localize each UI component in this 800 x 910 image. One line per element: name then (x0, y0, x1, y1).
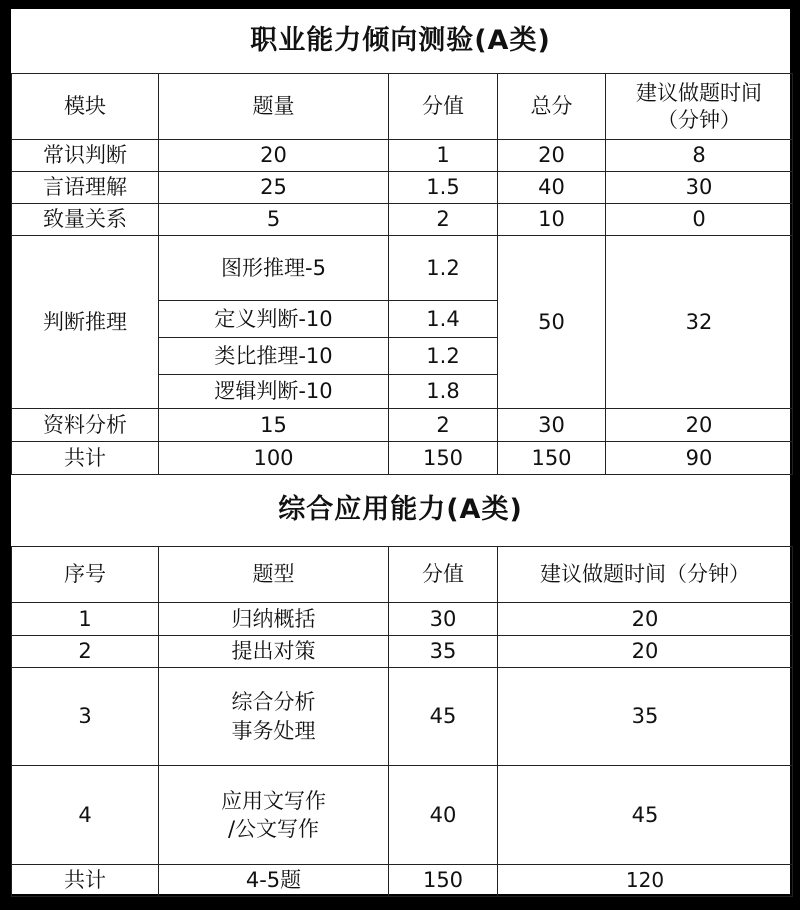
total-cell: 50 (498, 236, 606, 409)
header-time: 建议做题时间（分钟） (498, 547, 793, 603)
table-row (12, 172, 793, 204)
no-cell: 1 (12, 603, 159, 636)
score-cell: 1.4 (389, 301, 498, 338)
table1-title: 职业能力倾向测验(A类) (250, 25, 551, 56)
score-cell: 1.2 (389, 338, 498, 375)
score-cell: 2 (389, 204, 498, 236)
aptitude-test-table (11, 73, 793, 475)
module-cell: 资料分析 (12, 409, 159, 442)
time-cell: 8 (606, 140, 793, 172)
table-row (12, 865, 793, 897)
score-cell: 1.5 (389, 172, 498, 204)
total-cell: 30 (498, 409, 606, 442)
score-cell: 1 (389, 140, 498, 172)
header-time-line1: 建议做题时间 (636, 81, 762, 106)
count-cell: 20 (159, 140, 389, 172)
total-cell: 40 (498, 172, 606, 204)
time-cell: 35 (498, 668, 793, 766)
type-cell: 归纳概括 (159, 603, 389, 636)
module-cell: 判断推理 (12, 236, 159, 409)
table-row (12, 603, 793, 636)
table-row (12, 766, 793, 865)
type-cell (159, 766, 389, 865)
total-cell: 20 (498, 140, 606, 172)
table-row (12, 236, 793, 301)
sum-score: 150 (389, 865, 498, 897)
score-cell: 40 (389, 766, 498, 865)
type-line1: 应用文写作 (221, 788, 326, 813)
table-row (12, 668, 793, 766)
score-cell: 45 (389, 668, 498, 766)
type-line2: /公文写作 (227, 817, 320, 841)
count-cell: 15 (159, 409, 389, 442)
sum-count: 100 (159, 442, 389, 475)
sub-type-cell: 类比推理-10 (159, 338, 389, 375)
type-cell: 提出对策 (159, 636, 389, 668)
sum-type: 4-5题 (159, 865, 389, 897)
header-no: 序号 (12, 547, 159, 603)
sub-type-cell: 定义判断-10 (159, 301, 389, 338)
module-cell: 言语理解 (12, 172, 159, 204)
count-cell: 25 (159, 172, 389, 204)
header-score: 分值 (389, 547, 498, 603)
sum-time: 90 (606, 442, 793, 475)
type-cell (159, 668, 389, 766)
table2-title: 综合应用能力(A类) (278, 494, 523, 525)
table-row (12, 409, 793, 442)
time-cell: 45 (498, 766, 793, 865)
table-row (12, 204, 793, 236)
header-time (606, 74, 793, 140)
sum-score: 150 (389, 442, 498, 475)
time-cell: 20 (606, 409, 793, 442)
header-module: 模块 (12, 74, 159, 140)
score-cell: 1.8 (389, 375, 498, 409)
time-cell: 32 (606, 236, 793, 409)
table-row (12, 140, 793, 172)
sum-total: 150 (498, 442, 606, 475)
no-cell: 3 (12, 668, 159, 766)
sum-time: 120 (498, 865, 793, 897)
header-type: 题型 (159, 547, 389, 603)
type-line1: 综合分析 (231, 690, 316, 715)
count-cell: 5 (159, 204, 389, 236)
score-cell: 30 (389, 603, 498, 636)
header-total: 总分 (498, 74, 606, 140)
sub-type-cell: 图形推理-5 (159, 236, 389, 301)
time-cell: 20 (498, 603, 793, 636)
score-cell: 1.2 (389, 236, 498, 301)
total-cell: 10 (498, 204, 606, 236)
time-cell: 0 (606, 204, 793, 236)
sub-type-cell: 逻辑判断-10 (159, 375, 389, 409)
table-row (12, 442, 793, 475)
module-cell: 常识判断 (12, 140, 159, 172)
header-time-line2: （分钟） (657, 107, 741, 132)
time-cell: 30 (606, 172, 793, 204)
score-cell: 35 (389, 636, 498, 668)
table-row (12, 636, 793, 668)
header-count: 题量 (159, 74, 389, 140)
score-cell: 2 (389, 409, 498, 442)
no-cell: 4 (12, 766, 159, 865)
no-cell: 2 (12, 636, 159, 668)
sum-label: 共计 (12, 442, 159, 475)
module-cell: 致量关系 (12, 204, 159, 236)
application-test-table (11, 546, 793, 897)
type-line2: 事务处理 (231, 718, 316, 743)
score-sheet (10, 8, 791, 895)
time-cell: 20 (498, 636, 793, 668)
sum-label: 共计 (12, 865, 159, 897)
header-score: 分值 (389, 74, 498, 140)
